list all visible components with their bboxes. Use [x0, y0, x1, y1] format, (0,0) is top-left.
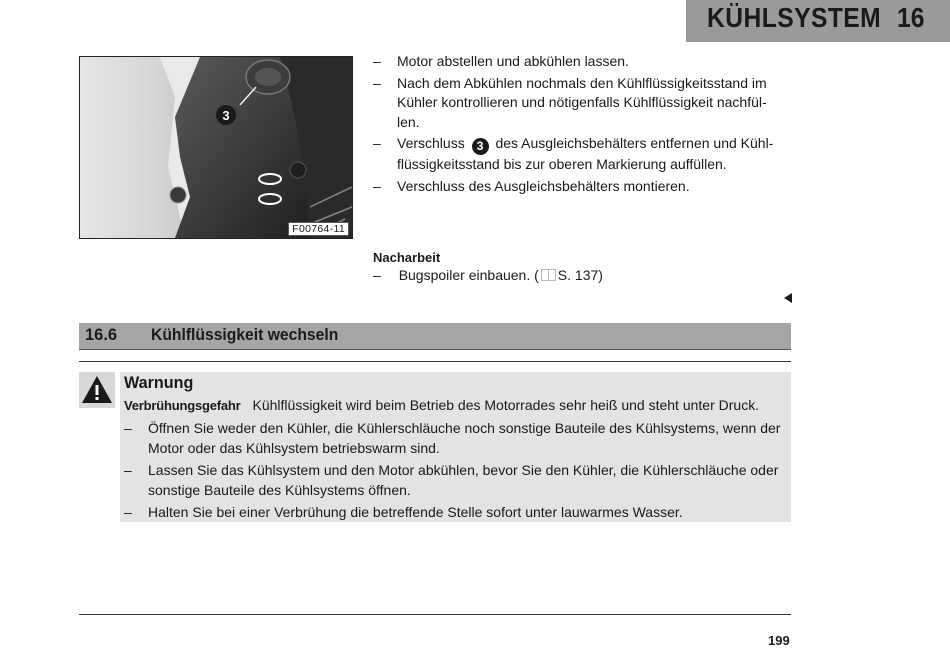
section-heading-bar	[79, 323, 791, 350]
procedure-steps	[373, 52, 783, 198]
nacharbeit-text: Bugspoiler einbauen. (	[398, 267, 539, 283]
nacharbeit-item	[373, 266, 603, 285]
page-number: 199	[768, 633, 790, 648]
warning-item-text: Öffnen Sie weder den Kühler, die Kühlerschläuche noch sonstige Bauteile des Kühlsystems, wenn der Motor oder das Kühlsystem betriebswarm sind.	[148, 420, 781, 456]
warning-instructions	[124, 418, 789, 524]
step-item	[373, 52, 783, 72]
step-dash: –	[124, 462, 132, 478]
warning-item	[124, 502, 789, 522]
step-text: des Ausgleichsbehälters entfernen und Kühl-flüssigkeitsstand bis zur oberen Markierung auffüllen.	[397, 135, 774, 172]
figure-id-label: F00764-11	[288, 222, 349, 236]
warning-lead	[124, 396, 759, 415]
step-text: Nach dem Abkühlen nochmals den Kühlflüssigkeitsstand im Kühler kontrollieren und nötigenfalls Kühlflüssigkeit nachfül-len.	[397, 74, 767, 130]
warning-item	[124, 460, 789, 500]
section-number: 16.6	[85, 326, 118, 344]
section-end-marker-icon	[784, 293, 792, 303]
step-dash: –	[373, 267, 381, 283]
chapter-number: 16	[897, 2, 925, 33]
warning-icon-box	[79, 372, 115, 408]
section-divider	[79, 361, 791, 362]
chapter-title: KÜHLSYSTEM	[707, 2, 882, 33]
coolant-reservoir-photo	[79, 56, 353, 239]
warning-hazard-label: Verbrühungsgefahr	[124, 398, 241, 413]
book-icon	[541, 269, 556, 281]
nacharbeit-heading: Nacharbeit	[373, 250, 441, 265]
warning-triangle-icon	[79, 372, 115, 408]
warning-title: Warnung	[124, 373, 194, 392]
step-dash: –	[373, 177, 381, 194]
warning-item-text: Halten Sie bei einer Verbrühung die betreffende Stelle sofort unter lauwarmes Wasser.	[148, 504, 683, 520]
step-item	[373, 177, 783, 197]
page-reference-link[interactable]: S. 137)	[557, 267, 603, 283]
warning-hazard-text: Kühlflüssigkeit wird beim Betrieb des Motorrades sehr heiß und steht unter Druck.	[252, 397, 760, 413]
step-dash: –	[373, 53, 381, 69]
step-text: Motor abstellen und abkühlen lassen.	[397, 53, 629, 69]
step-text: Verschluss des Ausgleichsbehälters montieren.	[397, 177, 690, 194]
warning-item-text: Lassen Sie das Kühlsystem und den Motor abkühlen, bevor Sie den Kühler, die Kühlerschläuche oder sonstige Bauteile des Kühlsystems öffnen.	[148, 462, 779, 498]
section-title: Kühlflüssigkeit wechseln	[151, 326, 339, 344]
warning-item	[124, 418, 789, 458]
step-dash: –	[373, 135, 381, 151]
step-dash: –	[124, 504, 132, 520]
figure-callout: 3	[222, 108, 230, 123]
photo-illustration	[80, 57, 352, 238]
callout-number-icon: 3	[472, 138, 489, 155]
step-item	[373, 134, 783, 175]
footer-divider	[79, 614, 791, 615]
step-dash: –	[124, 420, 132, 436]
step-dash: –	[373, 74, 381, 91]
step-text: Verschluss	[397, 135, 465, 151]
step-item	[373, 74, 783, 133]
